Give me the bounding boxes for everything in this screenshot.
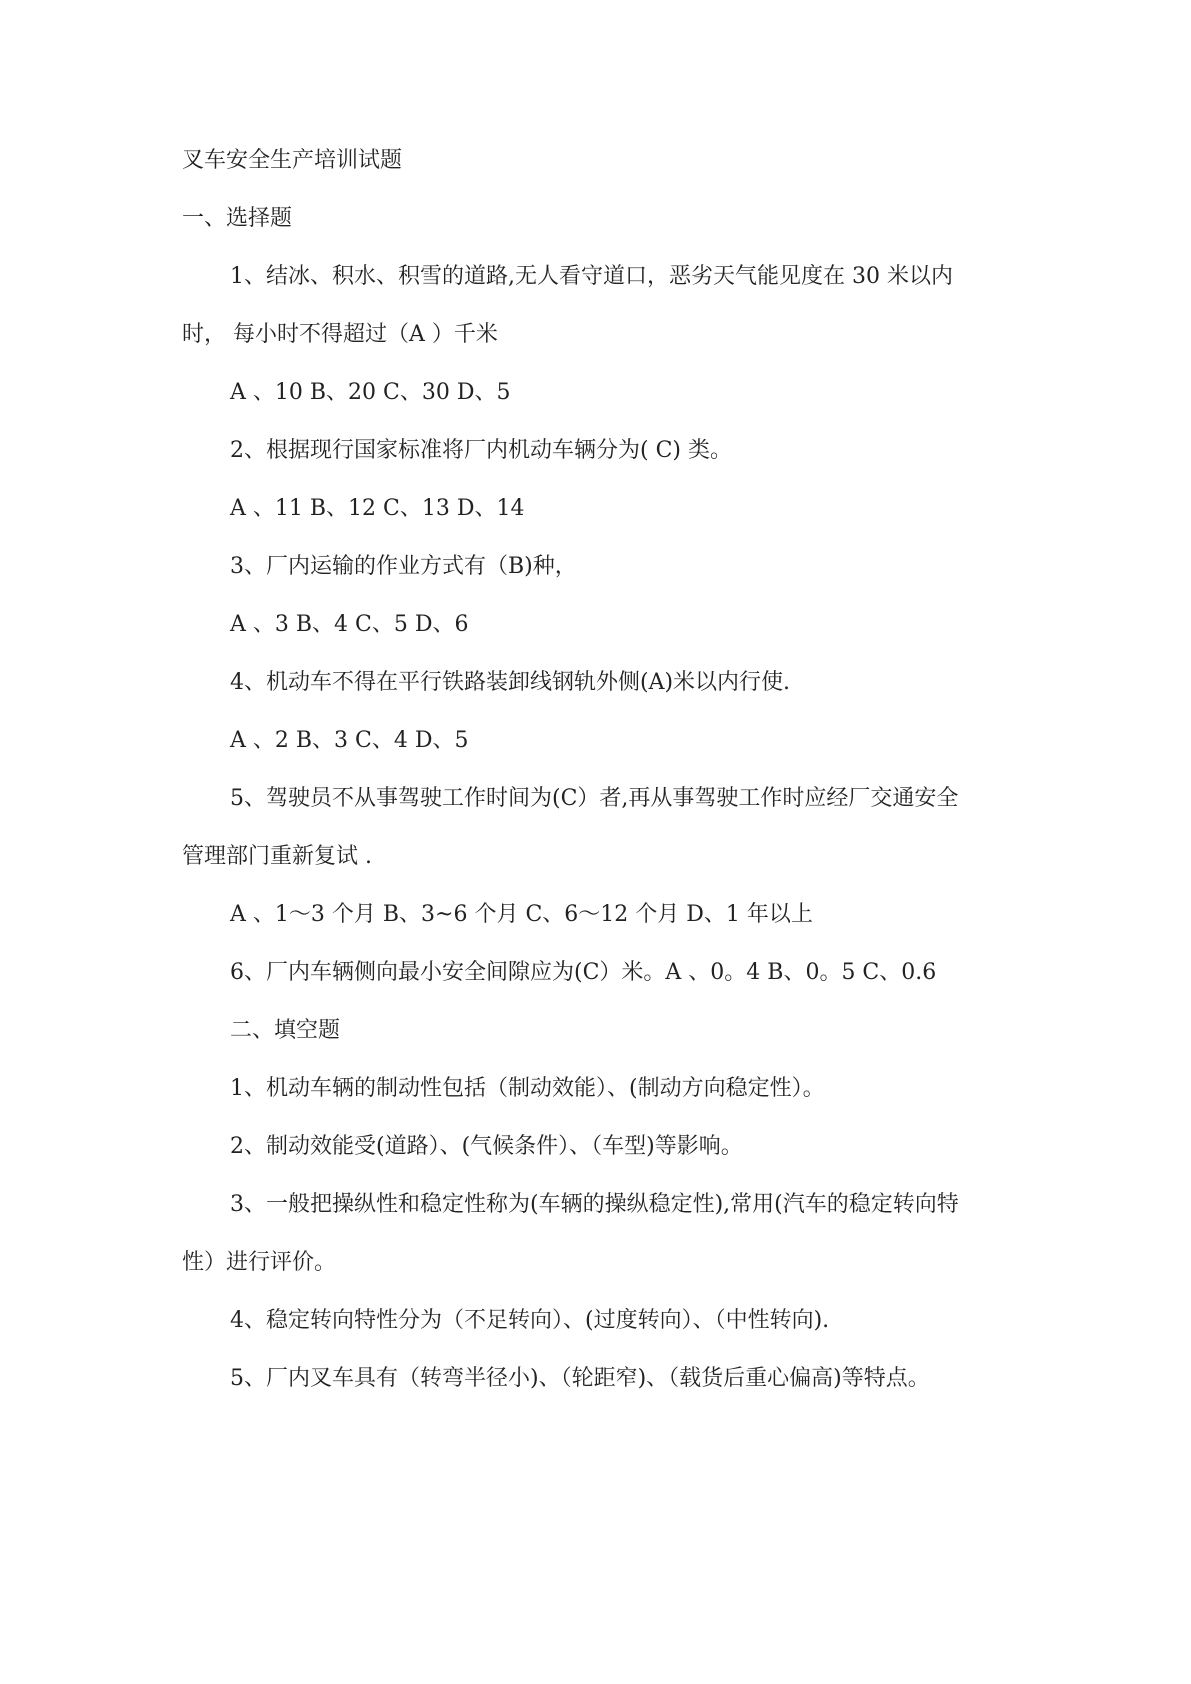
section-heading-choice: 一、选择题 [182,206,293,231]
question-5-line-1: 5、驾驶员不从事驾驶工作时间为(C）者,再从事驾驶工作时应经厂交通安全 [230,786,959,811]
question-1-line-2: 时， 每小时不得超过（A ）千米 [182,322,498,347]
question-1-options: A 、10 B、20 C、30 D、5 [230,380,511,405]
section-heading-fill-blank: 二、填空题 [230,1018,341,1043]
question-4-options: A 、2 B、3 C、4 D、5 [230,728,469,753]
fill-question-3-line-2: 性）进行评价。 [182,1250,337,1275]
fill-question-1: 1、机动车辆的制动性包括（制动效能）、(制动方向稳定性）。 [230,1076,825,1101]
question-3-text: 3、厂内运输的作业方式有（B)种， [230,554,577,579]
question-2-text: 2、根据现行国家标准将厂内机动车辆分为( C) 类。 [230,438,732,463]
document-title: 叉车安全生产培训试题 [182,148,403,173]
question-1-line-1: 1、结冰、积水、积雪的道路,无人看守道口，恶劣天气能见度在 30 米以内 [230,264,953,289]
question-6-text: 6、厂内车辆侧向最小安全间隙应为(C）米。A 、0。4 B、0。5 C、0.6 [230,960,937,985]
question-2-options: A 、11 B、12 C、13 D、14 [230,496,525,521]
question-3-options: A 、3 B、4 C、5 D、6 [230,612,469,637]
fill-question-2: 2、制动效能受(道路）、(气候条件）、（车型)等影响。 [230,1134,743,1159]
fill-question-3-line-1: 3、一般把操纵性和稳定性称为(车辆的操纵稳定性),常用(汽车的稳定转向特 [230,1192,959,1217]
question-4-text: 4、机动车不得在平行铁路装卸线钢轨外侧(A)米以内行使. [230,670,791,695]
question-5-options: A 、1～3 个月 B、3~6 个月 C、6～12 个月 D、1 年以上 [230,902,813,927]
question-5-line-2: 管理部门重新复试 . [182,844,372,869]
fill-question-4: 4、稳定转向特性分为（不足转向）、(过度转向）、（中性转向). [230,1308,830,1333]
fill-question-5: 5、厂内叉车具有（转弯半径小)、（轮距窄)、（载货后重心偏高)等特点。 [230,1366,930,1391]
